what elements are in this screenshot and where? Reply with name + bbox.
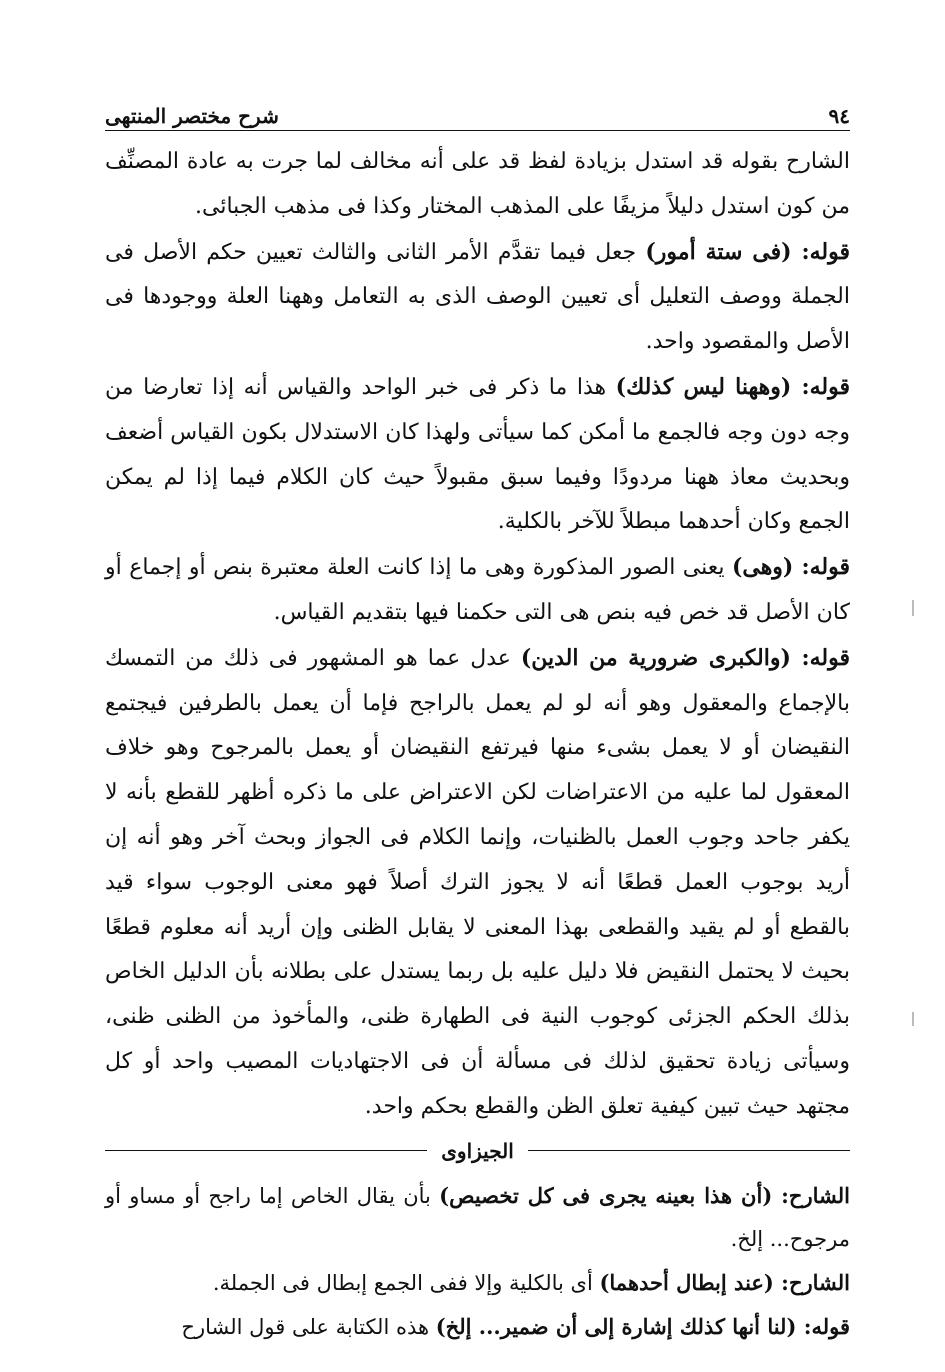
paragraph-quote: (فى ستة أمور) (645, 238, 792, 265)
section-divider (105, 1134, 850, 1168)
footnote (105, 1174, 850, 1261)
paragraph-text: عدل عما هو المشهور فى ذلك من التمسك بالإجماع والمعقول وهو أنه لو لم يعمل بالراجح فإما أن يعمل بالطرفين فيجتمع النقيضان أو لا يعمل بشىء منها فيرتفع النقيضان أو يعمل بالمرجوح وهو خلاف المعقول لما عليه من الاعتراضات لكن الاعتراض على ما ذكره أظهر للقطع بأنه لا يكفر جاحد وجوب العمل بالظنيات، وإنما الكلام فى الجواز وبحث آخر وهو أنه إن أريد بوجوب العمل قطعًا أنه لا يجوز الترك أصلاً فهو معنى الوجوب سواء قيد بالقطع أو لم يقيد والقطعى بهذا المعنى لا يقابل الظنى وإن أريد أنه معلوم قطعًا بحيث لا يحتمل النقيض فلا دليل عليه بل ربما يستدل على بطلانه بأن الدليل الخاص بذلك الحكم الجزئى كوجوب النية فى الطهارة ظنى، والمأخوذ من الظنى ظنى، وسيأتى زيادة تحقيق لذلك فى مسألة أن فى الاجتهاديات المصيب واحد أو كل مجتهد حيث تبين كيفية تعلق الظن والقطع بحكم واحد. (105, 645, 850, 1119)
main-text (105, 139, 850, 1130)
paragraph-quote: (والكبرى ضرورية من الدين) (520, 644, 791, 671)
paragraph-text: يعنى الصور المذكورة وهى ما إذا كانت العلة معتبرة بنص أو إجماع أو كان الأصل قد خص فيه بنص هى التى حكمنا فيها بتقديم القياس. (105, 555, 850, 625)
paragraph-text: جعل فيما تقدَّم الأمر الثانى والثالث تعيين حكم الأصل فى الجملة ووصف التعليل أى تعيين الوصف الذى به التعامل وههنا العلة ووجودها فى الأصل والمقصود واحد. (105, 239, 850, 355)
paragraph (105, 545, 850, 636)
footnote-label: الشارح: (772, 1182, 850, 1208)
page-header (105, 88, 850, 131)
paragraph-text: هذا ما ذكر فى خبر الواحد والقياس أنه إذا تعارضا من وجه دون وجه فالجمع ما أمكن كما سيأتى ولهذا كان الاستدلال بكون القياس أضعف وبحديث معاذ ههنا مردودًا وفيما سبق مقبولاً حيث كان الكلام فيما إذا لم يمكن الجمع وكان أحدهما مبطلاً للآخر بالكلية. (105, 374, 851, 535)
divider-label: الجيزاوى (441, 1138, 514, 1163)
margin-mark (912, 1012, 914, 1026)
paragraph (105, 636, 850, 1130)
footnote-quote: (عند إبطال أحدهما) (599, 1269, 774, 1295)
footnote-quote: (أن هذا بعينه يجرى فى كل تخصيص) (439, 1182, 773, 1208)
footnote-label: الشارح: (773, 1269, 850, 1295)
paragraph-quote: (وهى) (731, 554, 794, 581)
footnote-text: أى بالكلية وإلا ففى الجمع إبطال فى الجملة. (212, 1270, 600, 1295)
paragraph (105, 365, 850, 545)
paragraph-label: قوله: (791, 373, 850, 400)
footnote (105, 1261, 850, 1305)
footnote-text: بأن يقال الخاص إما راجح أو مساو أو مرجوح... إلخ. (105, 1183, 850, 1251)
margin-mark (912, 600, 914, 616)
paragraph-quote: (وههنا ليس كذلك) (615, 373, 792, 400)
paragraph-text: الشارح بقوله قد استدل بزيادة لفظ قد على أنه مخالف لما جرت به عادة المصنِّف من كون استدل دليلاً مزيفًا على المذهب المختار وكذا فى مذهب الجبائى. (105, 149, 850, 219)
paragraph-label: قوله: (791, 238, 850, 265)
paragraph-label: قوله: (793, 554, 850, 581)
footnote-label: قوله: (796, 1313, 850, 1339)
footnote-quote: (لنا أنها كذلك إشارة إلى أن ضمير... إلخ) (435, 1313, 797, 1339)
paragraph (105, 230, 850, 365)
paragraph-label: قوله: (790, 644, 850, 671)
footnotes (105, 1174, 850, 1349)
page-number: ٩٤ (828, 104, 850, 128)
footnote (105, 1305, 850, 1349)
book-title: شرح مختصر المنتهى (105, 104, 279, 128)
footnote-text: هذه الكتابة على قول الشارح (181, 1314, 436, 1339)
paragraph (105, 139, 850, 230)
page (105, 88, 850, 1338)
